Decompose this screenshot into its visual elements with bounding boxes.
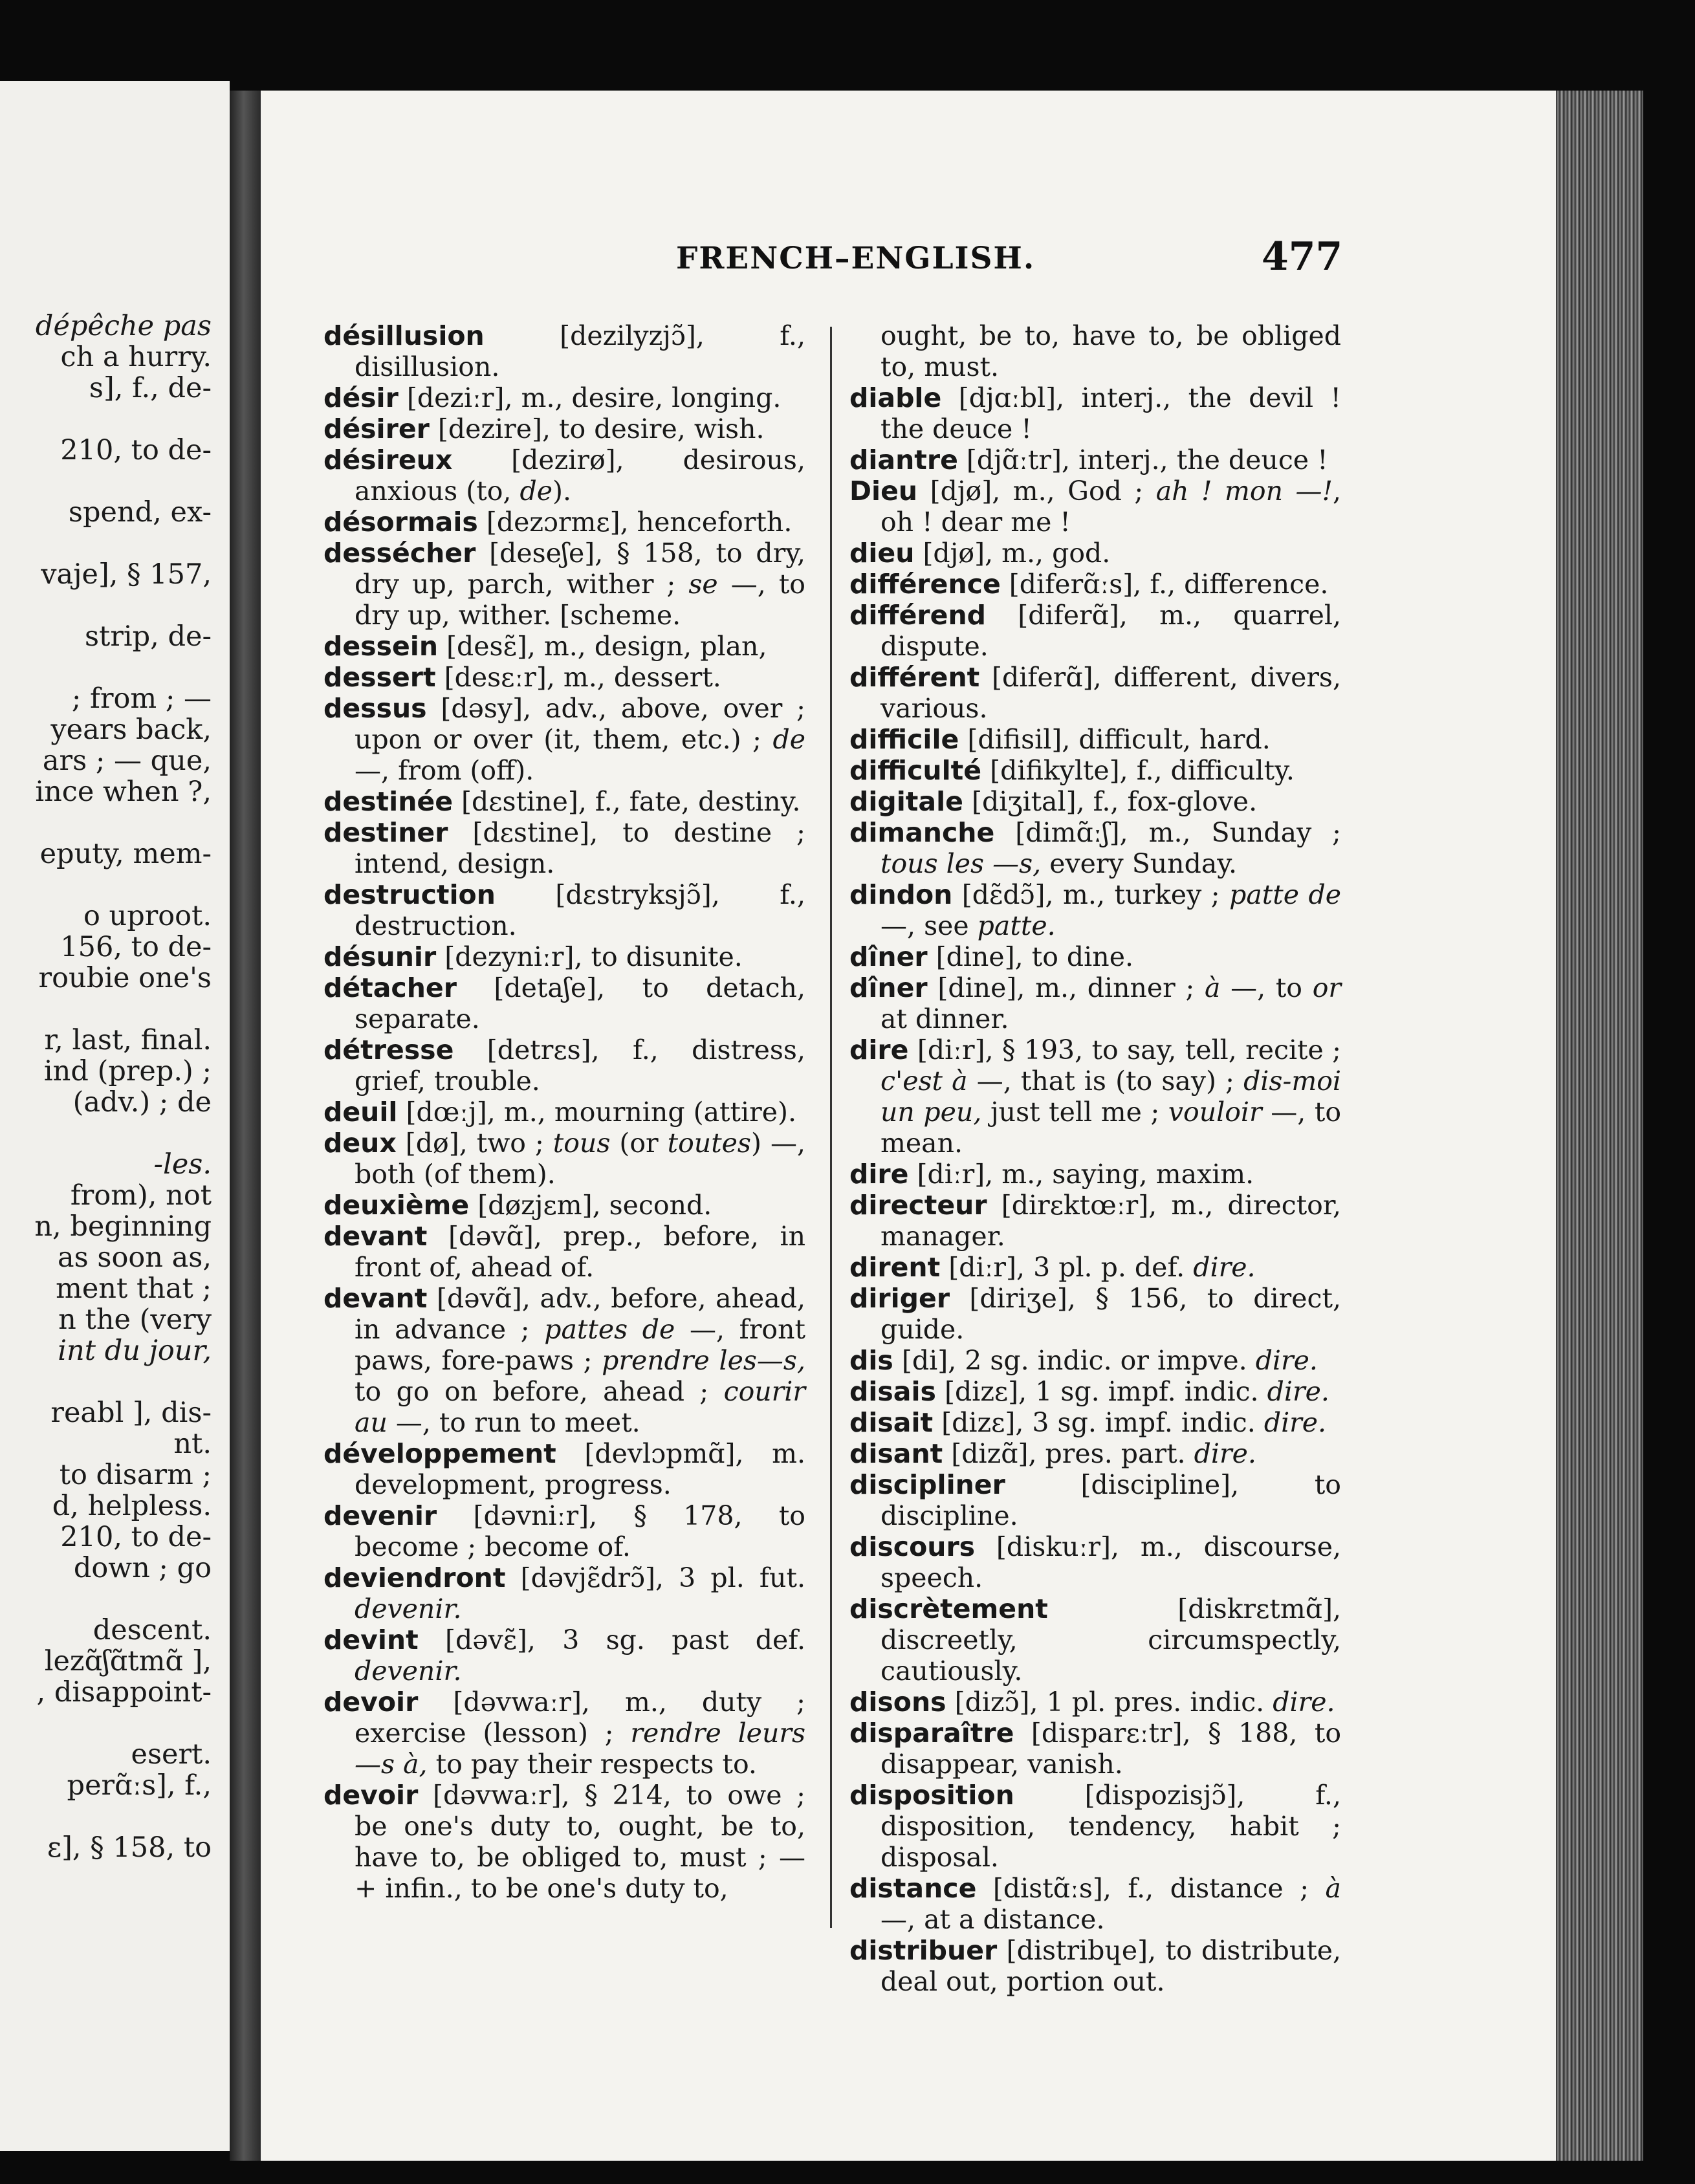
- definition-text: [dizɛ], 1 sg. impf. indic.: [935, 1376, 1267, 1407]
- headword: différent: [849, 662, 980, 693]
- dictionary-entry: [323, 1780, 805, 1904]
- dictionary-entry: [849, 972, 1341, 1034]
- definition-text: —, that is (to say) ;: [967, 1065, 1244, 1097]
- left-page-fragment: o uproot.: [83, 900, 212, 932]
- headword: différence: [849, 569, 1001, 600]
- headword: développement: [323, 1438, 556, 1469]
- headword: désireux: [323, 444, 453, 475]
- italic-phrase: or: [1312, 972, 1341, 1003]
- left-page-fragment: ind (prep.) ;: [43, 1055, 212, 1087]
- definition-text: [distɑ̃ːs], f., distance ;: [976, 1873, 1326, 1904]
- left-page-fragment: s], f., de-: [89, 372, 212, 404]
- headword: devant: [323, 1221, 428, 1252]
- italic-phrase: dire.: [1255, 1345, 1318, 1376]
- definition-text: —, from (off).: [355, 755, 534, 786]
- italic-phrase: devenir.: [355, 1655, 462, 1687]
- left-page-fragment: 210, to de-: [60, 434, 212, 466]
- definition-text: [djø], m., god.: [914, 538, 1111, 569]
- dictionary-entry: [849, 1283, 1341, 1345]
- definition-text: [dəvɑ̃], prep., before, in front of, ahead of.: [355, 1221, 805, 1283]
- dictionary-entry: [323, 1500, 805, 1562]
- dictionary-entry: [849, 1252, 1341, 1283]
- italic-phrase: dire.: [1263, 1407, 1327, 1438]
- headword: dindon: [849, 879, 953, 910]
- italic-phrase: courir au: [355, 1376, 805, 1438]
- italic-phrase: de: [519, 475, 552, 507]
- headword: dîner: [849, 972, 928, 1003]
- definition-text: [discipline], to discipline.: [880, 1469, 1341, 1531]
- headword: deviendront: [323, 1562, 506, 1593]
- definition-text: [difisil], difficult, hard.: [959, 724, 1271, 755]
- dictionary-entry: [849, 475, 1341, 538]
- left-page-fragment: , disappoint-: [36, 1676, 212, 1709]
- left-page-fragment: n the (very: [58, 1304, 212, 1336]
- definition-text: [diːr], § 193, to say, tell, recite ;: [908, 1034, 1341, 1065]
- definition-text: —, to run to meet.: [387, 1407, 640, 1438]
- dictionary-entry: [323, 786, 805, 817]
- definition-text: [djɑ̃ːtr], interj., the deuce !: [957, 444, 1328, 475]
- dictionary-entry: [849, 1593, 1341, 1687]
- left-page-fragment: strip, de-: [84, 620, 212, 653]
- headword: dieu: [849, 538, 915, 569]
- definition-text: [dezɔrmɛ], henceforth.: [477, 507, 793, 538]
- left-page-fragment: years back,: [50, 714, 212, 746]
- definition-text: —, front paws, fore-paws ;: [355, 1314, 805, 1376]
- dictionary-entry: [849, 1438, 1341, 1469]
- dictionary-entry: [849, 755, 1341, 786]
- italic-phrase: de: [772, 724, 805, 755]
- headword: diable: [849, 382, 942, 413]
- italic-phrase: patte.: [977, 910, 1056, 941]
- italic-phrase: tous les —s,: [880, 848, 1042, 879]
- definition-text: [dizɑ̃], pres. part.: [943, 1438, 1194, 1469]
- definition-text: [detrɛs], f., distress, grief, trouble.: [355, 1034, 805, 1097]
- dictionary-entry: [323, 413, 805, 444]
- definition-text: [dəsy], adv., above, over ; upon or over (it, them, etc.) ;: [355, 693, 805, 755]
- definition-text: [døzjɛm], second.: [469, 1190, 712, 1221]
- definition-text: [detaʃe], to detach, separate.: [355, 972, 805, 1034]
- dictionary-entry: [323, 1687, 805, 1780]
- definition-text: [djø], m., God ;: [917, 475, 1156, 507]
- definition-text: [dezire], to desire, wish.: [429, 413, 765, 444]
- left-page-fragment: ɛ], § 158, to: [47, 1831, 212, 1864]
- definition-text: [dɛstine], f., fate, destiny.: [453, 786, 801, 817]
- definition-text: [desɛːr], m., dessert.: [435, 662, 721, 693]
- italic-phrase: dire.: [1194, 1438, 1256, 1469]
- dictionary-entry: [849, 382, 1341, 444]
- headword: disposition: [849, 1780, 1014, 1811]
- dictionary-entry: [849, 817, 1341, 879]
- definition-text: [deziːr], m., desire, longing.: [398, 382, 782, 413]
- headword: désirer: [323, 413, 430, 444]
- definition-text: [diːr], m., saying, maxim.: [908, 1159, 1254, 1190]
- definition-text: [dine], to dine.: [927, 941, 1133, 972]
- headword: devenir: [323, 1500, 437, 1531]
- definition-text: [devlɔpmɑ̃], m. development, progress.: [355, 1438, 805, 1500]
- left-page-fragment: vaje], § 157,: [41, 558, 212, 591]
- headword: distance: [849, 1873, 977, 1904]
- headword: devant: [323, 1283, 428, 1314]
- headword: disait: [849, 1407, 934, 1438]
- dictionary-entry: [849, 1935, 1341, 1997]
- definition-text: just tell me ;: [981, 1097, 1168, 1128]
- dictionary-entry: [849, 1159, 1341, 1190]
- definition-text: [djɑːbl], interj., the devil ! the deuce !: [880, 382, 1341, 444]
- definition-text: [diferɑ̃ːs], f., difference.: [1000, 569, 1329, 600]
- running-head: FRENCH–ENGLISH.: [676, 241, 1036, 276]
- dictionary-entry: [323, 817, 805, 879]
- headword: dis: [849, 1345, 893, 1376]
- italic-phrase: prendre les—s,: [602, 1345, 805, 1376]
- dictionary-entry: [323, 538, 805, 631]
- headword: discipliner: [849, 1469, 1005, 1500]
- italic-phrase: c'est à: [880, 1065, 968, 1097]
- definition-text: [dɛstine], to destine ; intend, design.: [355, 817, 805, 879]
- definition-text: [dispozisjɔ̃], f., disposition, tendency, habit ; disposal.: [880, 1780, 1341, 1873]
- headword: distribuer: [849, 1935, 998, 1966]
- definition-text: to pay their respects to.: [427, 1749, 757, 1780]
- headword: diriger: [849, 1283, 950, 1314]
- left-page-fragment: down ; go: [73, 1552, 212, 1584]
- definition-text: [deseʃe], § 158, to dry, dry up, parch, wither ;: [355, 538, 805, 600]
- definition-text: ).: [552, 475, 572, 507]
- definition-text: [diferɑ̃], different, divers, various.: [880, 662, 1341, 724]
- definition-text: [dirɛktœːr], m., director, manager.: [880, 1190, 1341, 1252]
- dictionary-entry: [323, 382, 805, 413]
- headword: diantre: [849, 444, 958, 475]
- left-page-fragment: lezɑ̃ʃɑ̃tmɑ̃ ],: [44, 1645, 212, 1677]
- left-page-fragment: nt.: [173, 1428, 212, 1460]
- definition-text: [diːr], 3 pl. p. def.: [940, 1252, 1194, 1283]
- left-page-fragment: as soon as,: [58, 1241, 212, 1274]
- dictionary-entry: [323, 1624, 805, 1687]
- definition-text: [dœːj], m., mourning (attire).: [397, 1097, 796, 1128]
- italic-phrase: ah ! mon —!: [1155, 475, 1333, 507]
- headword: destruction: [323, 879, 496, 910]
- column-divider: [830, 327, 832, 1928]
- left-page-fragment: descent.: [93, 1614, 212, 1646]
- headword: disais: [849, 1376, 936, 1407]
- headword: difficulté: [849, 755, 982, 786]
- left-page-fragment: spend, ex-: [68, 496, 212, 529]
- definition-text: [dimɑ̃ːʃ], m., Sunday ;: [994, 817, 1341, 848]
- definition-text: [dəvwaːr], § 214, to owe ; be one's duty to, ought, be to, have to, be obliged to, must ; — + infin., to be one's duty to,: [355, 1780, 805, 1904]
- headword: désir: [323, 382, 399, 413]
- headword: désillusion: [323, 320, 485, 351]
- definition-text: [desɛ̃], m., design, plan,: [438, 631, 767, 662]
- dictionary-entry: [323, 1221, 805, 1283]
- definition-text: [dizɔ̃], 1 pl. pres. indic.: [946, 1687, 1273, 1718]
- definition-text: —, at a distance.: [880, 1904, 1105, 1935]
- headword: dirent: [849, 1252, 941, 1283]
- definition-text: [diskuːr], m., discourse, speech.: [880, 1531, 1341, 1593]
- definition-text: (or: [610, 1128, 668, 1159]
- headword: devint: [323, 1624, 419, 1655]
- italic-phrase: se: [688, 569, 718, 600]
- italic-phrase: dis-moi un peu,: [880, 1065, 1341, 1128]
- definition-text: [dine], m., dinner ;: [927, 972, 1205, 1003]
- headword: détresse: [323, 1034, 454, 1065]
- left-page-fragment: to disarm ;: [59, 1459, 212, 1491]
- dictionary-column-left: [323, 320, 805, 1904]
- headword: détacher: [323, 972, 457, 1003]
- dictionary-entry: [323, 1562, 805, 1624]
- dictionary-entry: [849, 1034, 1341, 1159]
- definition-text: , oh ! dear me !: [880, 475, 1341, 538]
- dictionary-entry: [323, 444, 805, 507]
- italic-phrase: rendre leurs —s à,: [355, 1718, 805, 1780]
- definition-text: [dəvɛ̃], 3 sg. past def.: [418, 1624, 805, 1655]
- dictionary-entry: [849, 1190, 1341, 1252]
- definition-text: [diʒital], f., fox-glove.: [963, 786, 1258, 817]
- dictionary-entry: [323, 1283, 805, 1438]
- headword: dire: [849, 1159, 909, 1190]
- definition-text: to go on before, ahead ;: [355, 1376, 724, 1407]
- dictionary-entry: [323, 879, 805, 941]
- headword: disparaître: [849, 1718, 1014, 1749]
- dictionary-entry: [323, 1438, 805, 1500]
- italic-phrase: devenir.: [355, 1593, 462, 1624]
- italic-phrase: dire.: [1193, 1252, 1256, 1283]
- left-page-fragment: int du jour,: [58, 1335, 212, 1367]
- definition-text: [difikylte], f., difficulty.: [981, 755, 1295, 786]
- dictionary-entry: [849, 1376, 1341, 1407]
- dictionary-entry: [323, 941, 805, 972]
- definition-text: [dɛstryksjɔ̃], f., destruction.: [355, 879, 805, 941]
- definition-text: [disparɛːtr], § 188, to disappear, vanish.: [880, 1718, 1341, 1780]
- definition-text: [diskrɛtmɑ̃], discreetly, circumspectly, cautiously.: [880, 1593, 1341, 1687]
- dictionary-entry: [849, 1873, 1341, 1935]
- headword: dimanche: [849, 817, 995, 848]
- dictionary-entry: [849, 600, 1341, 662]
- headword: destiner: [323, 817, 448, 848]
- dictionary-column-right: [849, 320, 1341, 1997]
- definition-text: —, see: [880, 910, 978, 941]
- headword: disons: [849, 1687, 946, 1718]
- definition-text: [distribɥe], to distribute, deal out, portion out.: [880, 1935, 1341, 1997]
- left-page-fragment: r, last, final.: [44, 1024, 212, 1056]
- definition-text: [dəvɑ̃], adv., before, ahead, in advance ;: [355, 1283, 805, 1345]
- definition-text: [dø], two ;: [396, 1128, 553, 1159]
- headword: digitale: [849, 786, 963, 817]
- left-page-fragment: dépêche pas: [35, 310, 212, 342]
- left-page-fragment: ch a hurry.: [60, 341, 212, 373]
- left-page-fragment: 156, to de-: [60, 931, 212, 963]
- dictionary-entry: [323, 693, 805, 786]
- left-page-fragment: eputy, mem-: [39, 838, 212, 870]
- headword: devoir: [323, 1687, 419, 1718]
- left-page-fragment: -les.: [153, 1148, 212, 1181]
- headword: deuxième: [323, 1190, 470, 1221]
- definition-text: ) —, both (of them).: [355, 1128, 805, 1190]
- left-page-fragment: 210, to de-: [60, 1521, 212, 1553]
- headword: deux: [323, 1128, 397, 1159]
- italic-phrase: à: [1325, 1873, 1341, 1904]
- headword: Dieu: [849, 475, 918, 507]
- italic-phrase: à: [1204, 972, 1221, 1003]
- definition-text: [dizɛ], 3 sg. impf. indic.: [933, 1407, 1264, 1438]
- left-page-fragment: from), not: [70, 1179, 212, 1212]
- italic-phrase: tous: [552, 1128, 611, 1159]
- headword: directeur: [849, 1190, 987, 1221]
- headword: dessert: [323, 662, 436, 693]
- dictionary-entry: [849, 786, 1341, 817]
- definition-text: [diriʒe], § 156, to direct, guide.: [880, 1283, 1341, 1345]
- definition-text: [dəvniːr], § 178, to become ; become of.: [355, 1500, 805, 1562]
- headword: dîner: [849, 941, 928, 972]
- dictionary-entry: [849, 569, 1341, 600]
- dictionary-entry: [323, 631, 805, 662]
- definition-text: [dəvwaːr], m., duty ; exercise (lesson) ;: [355, 1687, 805, 1749]
- italic-phrase: vouloir: [1168, 1097, 1262, 1128]
- headword: discrètement: [849, 1593, 1048, 1624]
- left-page-fragment: reabl ], dis-: [50, 1397, 212, 1429]
- headword: devoir: [323, 1780, 419, 1811]
- dictionary-entry: [849, 1780, 1341, 1873]
- headword: difficile: [849, 724, 959, 755]
- dictionary-entry: [849, 941, 1341, 972]
- headword: discours: [849, 1531, 976, 1562]
- page-edges: [1556, 91, 1643, 2161]
- headword: deuil: [323, 1097, 398, 1128]
- left-page-fragment: ment that ;: [56, 1272, 212, 1305]
- dictionary-entry: [323, 320, 805, 382]
- headword: désormais: [323, 507, 478, 538]
- definition-text: at dinner.: [880, 1003, 1009, 1034]
- left-page-fragment: ince when ?,: [35, 776, 212, 808]
- dictionary-entry: [323, 1097, 805, 1128]
- definition-text: [dɛ̃dɔ̃], m., turkey ;: [952, 879, 1230, 910]
- dictionary-entry: [849, 662, 1341, 724]
- definition-text: [dezyniːr], to disunite.: [436, 941, 743, 972]
- dictionary-entry: [323, 972, 805, 1034]
- dictionary-entry: [849, 1687, 1341, 1718]
- left-page: [0, 81, 230, 2151]
- dictionary-entry: [849, 1407, 1341, 1438]
- italic-phrase: dire.: [1273, 1687, 1335, 1718]
- dictionary-entry: [323, 662, 805, 693]
- headword: dessein: [323, 631, 439, 662]
- dictionary-entry: [849, 724, 1341, 755]
- dictionary-entry: [849, 538, 1341, 569]
- headword: dire: [849, 1034, 909, 1065]
- left-page-fragment: roubie one's: [38, 962, 212, 994]
- headword: différend: [849, 600, 986, 631]
- dictionary-entry: [323, 1128, 805, 1190]
- page-number: 477: [1262, 234, 1343, 279]
- headword: destinée: [323, 786, 454, 817]
- headword: désunir: [323, 941, 437, 972]
- definition-text: —, to: [1220, 972, 1313, 1003]
- headword: dessécher: [323, 538, 476, 569]
- dictionary-entry: [849, 444, 1341, 475]
- italic-phrase: dire.: [1267, 1376, 1329, 1407]
- definition-text: [dezilyzjɔ̃], f., disillusion.: [355, 320, 805, 382]
- dictionary-entry: [323, 1190, 805, 1221]
- left-page-fragment: esert.: [131, 1738, 212, 1771]
- left-page-fragment: ; from ; —: [71, 682, 212, 715]
- definition-text: ought, be to, have to, be obliged to, must.: [880, 320, 1341, 382]
- headword: dessus: [323, 693, 427, 724]
- definition-text: [dəvjɛ̃drɔ̃], 3 pl. fut.: [505, 1562, 805, 1593]
- italic-phrase: pattes de: [544, 1314, 675, 1345]
- definition-text: [dezirø], desirous, anxious (to,: [355, 444, 805, 507]
- dictionary-entry: [323, 507, 805, 538]
- left-page-fragment: perɑ̃ːs], f.,: [67, 1769, 212, 1802]
- definition-text: —, to dry up, wither. [scheme.: [355, 569, 805, 631]
- left-page-fragment: n, beginning: [34, 1210, 212, 1243]
- definition-text: [di], 2 sg. indic. or impve.: [893, 1345, 1256, 1376]
- definition-text: [diferɑ̃], m., quarrel, dispute.: [880, 600, 1341, 662]
- left-page-fragment: ars ; — que,: [42, 745, 212, 777]
- dictionary-entry: [323, 1034, 805, 1097]
- book-gutter: [230, 91, 261, 2161]
- dictionary-entry: [849, 1531, 1341, 1593]
- left-page-fragment: (adv.) ; de: [72, 1086, 212, 1119]
- dictionary-entry: [849, 1345, 1341, 1376]
- dictionary-entry: [849, 1718, 1341, 1780]
- headword: disant: [849, 1438, 943, 1469]
- italic-phrase: patte de: [1229, 879, 1342, 910]
- italic-phrase: toutes: [667, 1128, 751, 1159]
- left-page-fragment: d, helpless.: [52, 1490, 212, 1522]
- dictionary-entry: [849, 1469, 1341, 1531]
- dictionary-entry: [849, 320, 1341, 382]
- definition-text: —, to mean.: [880, 1097, 1342, 1159]
- dictionary-entry: [849, 879, 1341, 941]
- definition-text: every Sunday.: [1041, 848, 1238, 879]
